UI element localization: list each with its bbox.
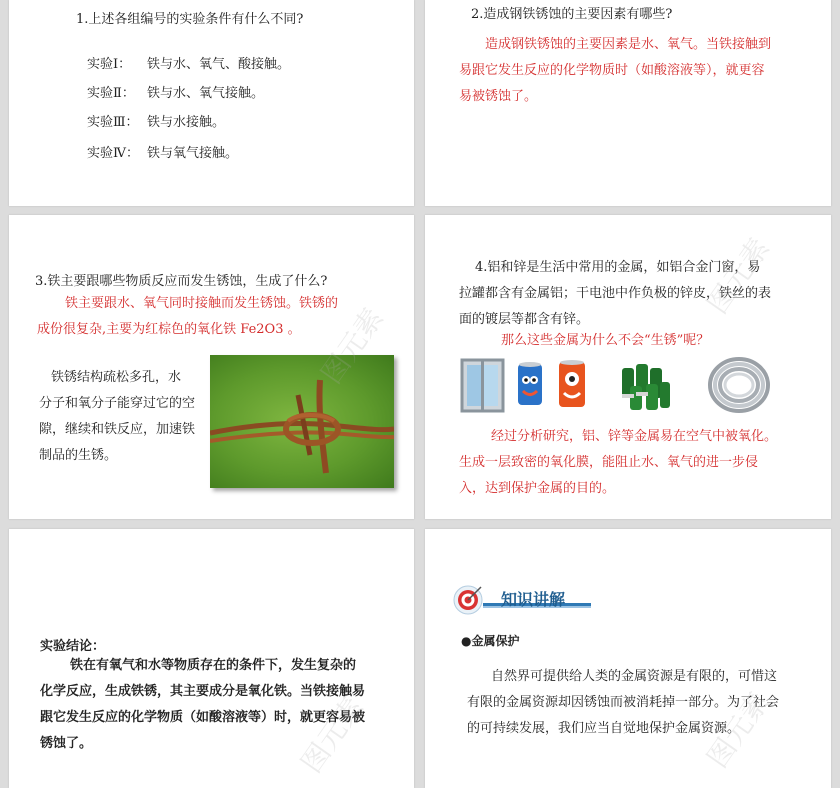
conclusion-line: 化学反应，生成铁锈，其主要成分是氧化铁。当铁接触易: [40, 684, 366, 699]
soda-can-icon: [517, 361, 543, 407]
conclusion-heading: 实验结论：: [40, 639, 106, 654]
answer-line: 经过分析研究，铝、锌等金属易在空气中被氧化。: [491, 429, 778, 444]
slide-6: [425, 529, 831, 788]
metal-protection-text: [467, 664, 829, 742]
watermark: 图元素: [294, 690, 370, 779]
experiment-label: 实验Ⅲ：: [87, 115, 139, 130]
answer-4: [459, 424, 829, 502]
slide-2: [425, 0, 831, 206]
barbed-wire-icon: [210, 355, 394, 488]
rust-explanation: [39, 365, 209, 469]
conclusion-text: [40, 653, 412, 757]
experiment-text: 铁与氧气接触。: [147, 146, 239, 161]
rusty-barbed-wire-image: [210, 355, 394, 488]
steel-wire-coil-image: [707, 355, 772, 415]
conclusion-line: 铁在有氧气和水等物质存在的条件下，发生复杂的: [70, 658, 357, 673]
answer-3: [37, 291, 397, 343]
batteries-image: [618, 358, 673, 413]
answer-line: 成份很复杂,主要为红棕色的氧化铁 Fe2O3 。: [37, 322, 301, 337]
question-4: 那么这些金属为什么不会“生锈”呢？: [501, 333, 710, 348]
experiment-text: 铁与水、氧气、酸接触。: [147, 57, 291, 72]
window-frame-icon: [460, 358, 505, 413]
paragraph-line: 自然界可提供给人类的金属资源是有限的，可惜这: [491, 669, 778, 684]
soda-can-icon: [557, 359, 587, 409]
answer-2: [459, 32, 829, 110]
slide-3: [9, 215, 414, 519]
slide-1: [9, 0, 414, 206]
question-1: 1.上述各组编号的实验条件有什么不同?: [76, 12, 304, 27]
experiment-text: 铁与水接触。: [147, 115, 226, 130]
experiment-4: [87, 142, 238, 161]
blue-can-image: [517, 361, 543, 407]
watermark: 图元素: [700, 231, 776, 320]
answer-line: 造成钢铁锈蚀的主要因素是水、氧气。当铁接触到: [485, 37, 772, 52]
conclusion-line: 锈蚀了。: [40, 736, 93, 751]
experiment-label: 实验Ⅱ：: [87, 86, 135, 101]
wire-coil-icon: [707, 355, 772, 415]
answer-line: 入，达到保护金属的目的。: [459, 481, 616, 496]
answer-line: 易跟它发生反应的化学物质时（如酸溶液等），就更容: [459, 63, 765, 78]
question-2: 2.造成钢铁锈蚀的主要因素有哪些?: [471, 7, 673, 22]
experiment-1: [87, 53, 290, 72]
answer-line: 易被锈蚀了。: [459, 89, 538, 104]
bullet-metal-protection: ●金属保护: [461, 634, 520, 648]
intro-line: 4.铝和锌是生活中常用的金属，如铝合金门窗，易: [475, 260, 761, 275]
experiment-label: 实验Ⅰ：: [87, 57, 132, 72]
watermark: 图元素: [314, 301, 390, 390]
experiment-3: [87, 111, 225, 130]
explanation-line: 制品的生锈。: [39, 448, 118, 463]
watermark: 图元素: [700, 685, 776, 774]
answer-line: 铁主要跟水、氧气同时接触而发生锈蚀。铁锈的: [65, 296, 339, 311]
aluminum-window-image: [460, 358, 505, 413]
explanation-line: 隙，继续和铁反应，加速铁: [39, 422, 196, 437]
paragraph-line: 有限的金属资源却因锈蚀而被消耗掉一部分。为了社会: [467, 695, 780, 710]
experiment-2: [87, 82, 264, 101]
experiment-label: 实验Ⅳ：: [87, 146, 139, 161]
section-header: [453, 583, 593, 617]
section-title: 知识讲解: [501, 590, 566, 609]
conclusion-line: 跟它发生反应的化学物质（如酸溶液等）时，就更容易被: [40, 710, 366, 725]
intro-line: 面的镀层等都含有锌。: [459, 312, 590, 327]
question-3: 3.铁主要跟哪些物质反应而发生锈蚀，生成了什么?: [35, 274, 328, 289]
paragraph-line: 的可持续发展，我们应当自觉地保护金属资源。: [467, 721, 741, 736]
answer-line: 生成一层致密的氧化膜，能阻止水、氧气的进一步侵: [459, 455, 759, 470]
explanation-line: 铁锈结构疏松多孔，水: [51, 370, 182, 385]
explanation-line: 分子和氧分子能穿过它的空: [39, 396, 196, 411]
experiment-text: 铁与水、氧气接触。: [147, 86, 265, 101]
slide-5: [9, 529, 414, 788]
intro-4: [459, 255, 829, 333]
intro-line: 拉罐都含有金属铝；干电池中作负极的锌皮，铁丝的表: [459, 286, 772, 301]
orange-can-image: [557, 359, 587, 409]
battery-icon: [618, 358, 673, 413]
slide-4: [425, 215, 831, 519]
